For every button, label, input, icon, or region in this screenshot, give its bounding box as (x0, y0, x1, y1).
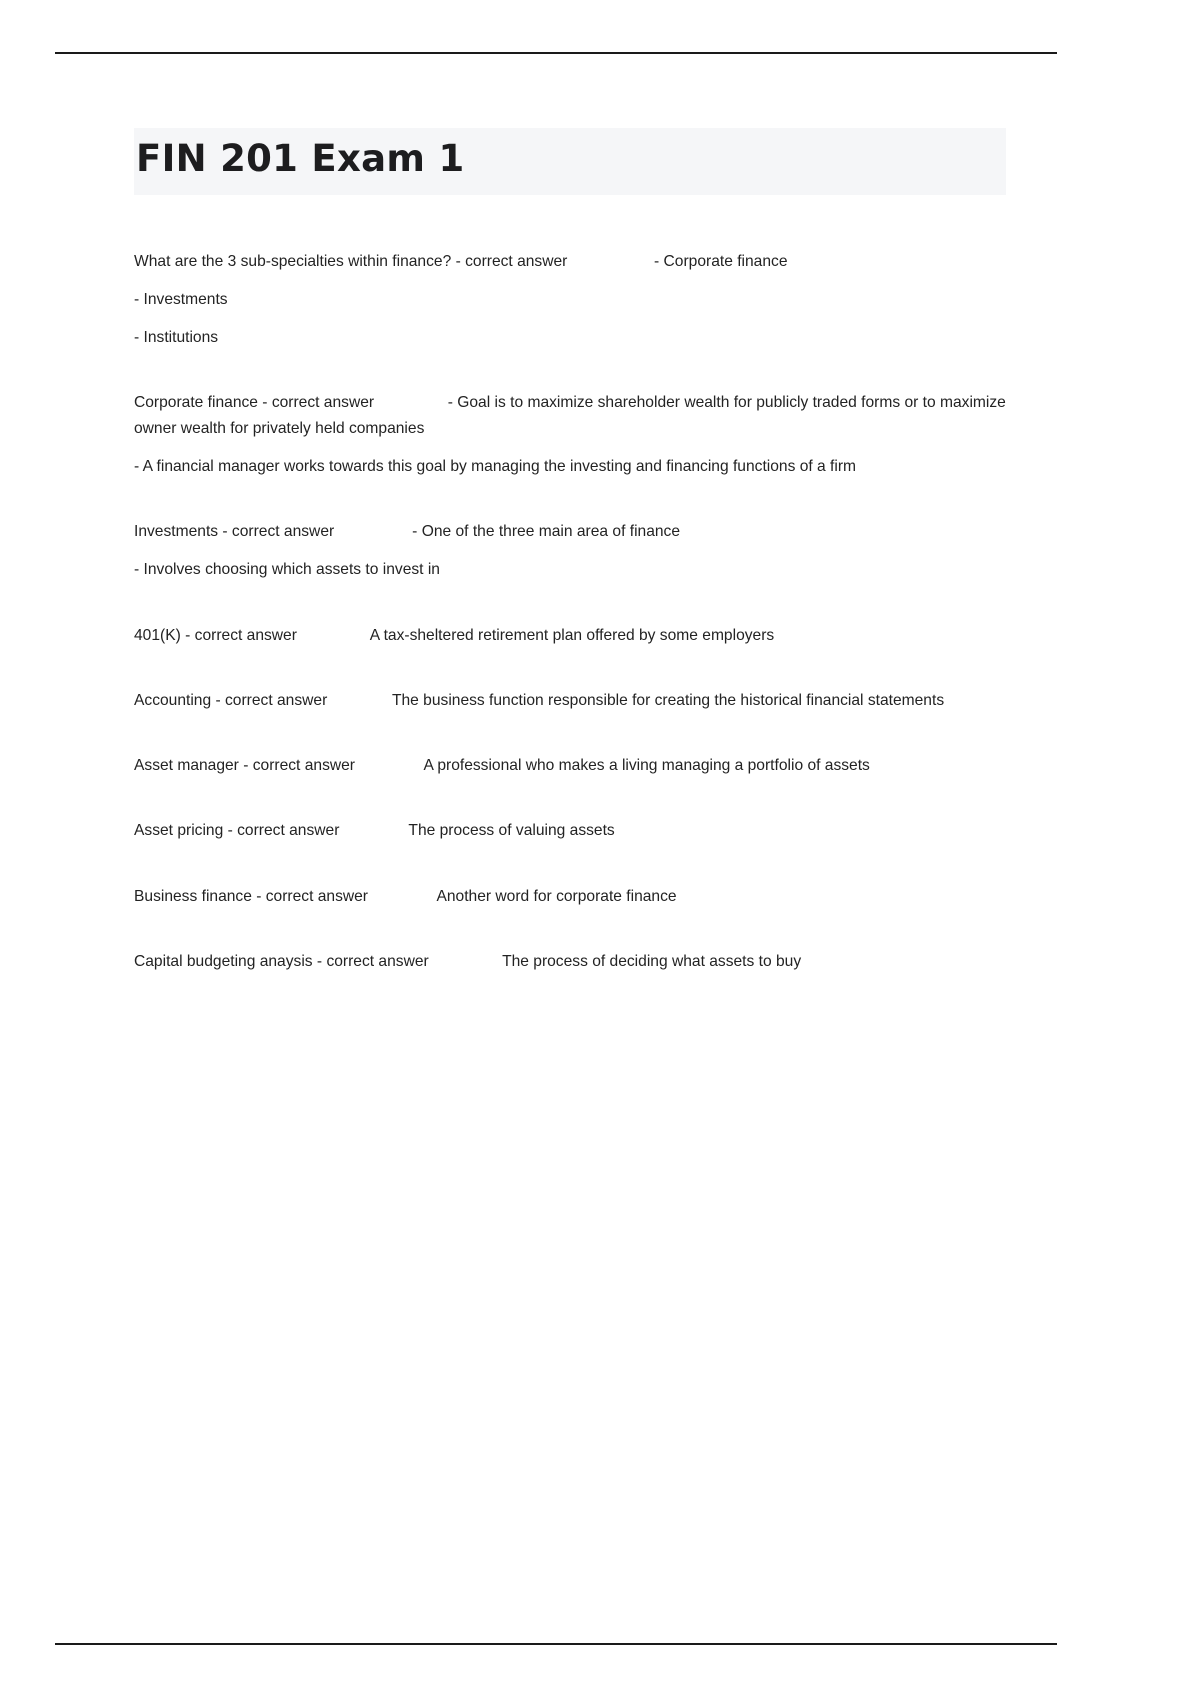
qa-line: - Institutions (134, 329, 219, 347)
page-bottom-rule (55, 1643, 1057, 1645)
qa-line: Investments - correct answer - One of the three main area of finance (134, 523, 681, 541)
qa-block (134, 623, 1006, 648)
page-top-rule (55, 52, 1057, 54)
qa-line: - Investments (134, 290, 228, 308)
qa-block (134, 753, 1006, 778)
qa-block (134, 390, 1011, 479)
qa-block (134, 949, 1006, 974)
page-title: FIN 201 Exam 1 (136, 137, 465, 180)
qa-block (134, 519, 1006, 583)
qa-line: Asset manager - correct answer A professional who makes a living managing a portfolio of assets (134, 757, 870, 775)
qa-line: Capital budgeting anaysis - correct answer The process of deciding what assets to buy (134, 952, 802, 970)
document-content (134, 128, 1011, 1014)
qa-line: Business finance - correct answer Another word for corporate finance (134, 887, 677, 905)
qa-block (134, 688, 1006, 713)
qa-line: - Involves choosing which assets to invest in (134, 561, 440, 579)
title-band (134, 128, 1006, 195)
qa-block (134, 249, 1006, 351)
qa-line: Accounting - correct answer The business function responsible for creating the historical financial statements (134, 691, 945, 709)
qa-line: What are the 3 sub-specialties within finance? - correct answer - Corporate finance (134, 252, 788, 270)
qa-line: Corporate finance - correct answer - Goal is to maximize shareholder wealth for publicly traded forms or to maximize owner wealth for privately held companies (134, 394, 1011, 437)
qa-line: Asset pricing - correct answer The process of valuing assets (134, 822, 615, 840)
qa-block (134, 884, 1006, 909)
qa-line: - A financial manager works towards this goal by managing the investing and financing functions of a firm (134, 457, 857, 475)
qa-block (134, 818, 1006, 843)
qa-line: 401(K) - correct answer A tax-sheltered retirement plan offered by some employers (134, 626, 775, 644)
